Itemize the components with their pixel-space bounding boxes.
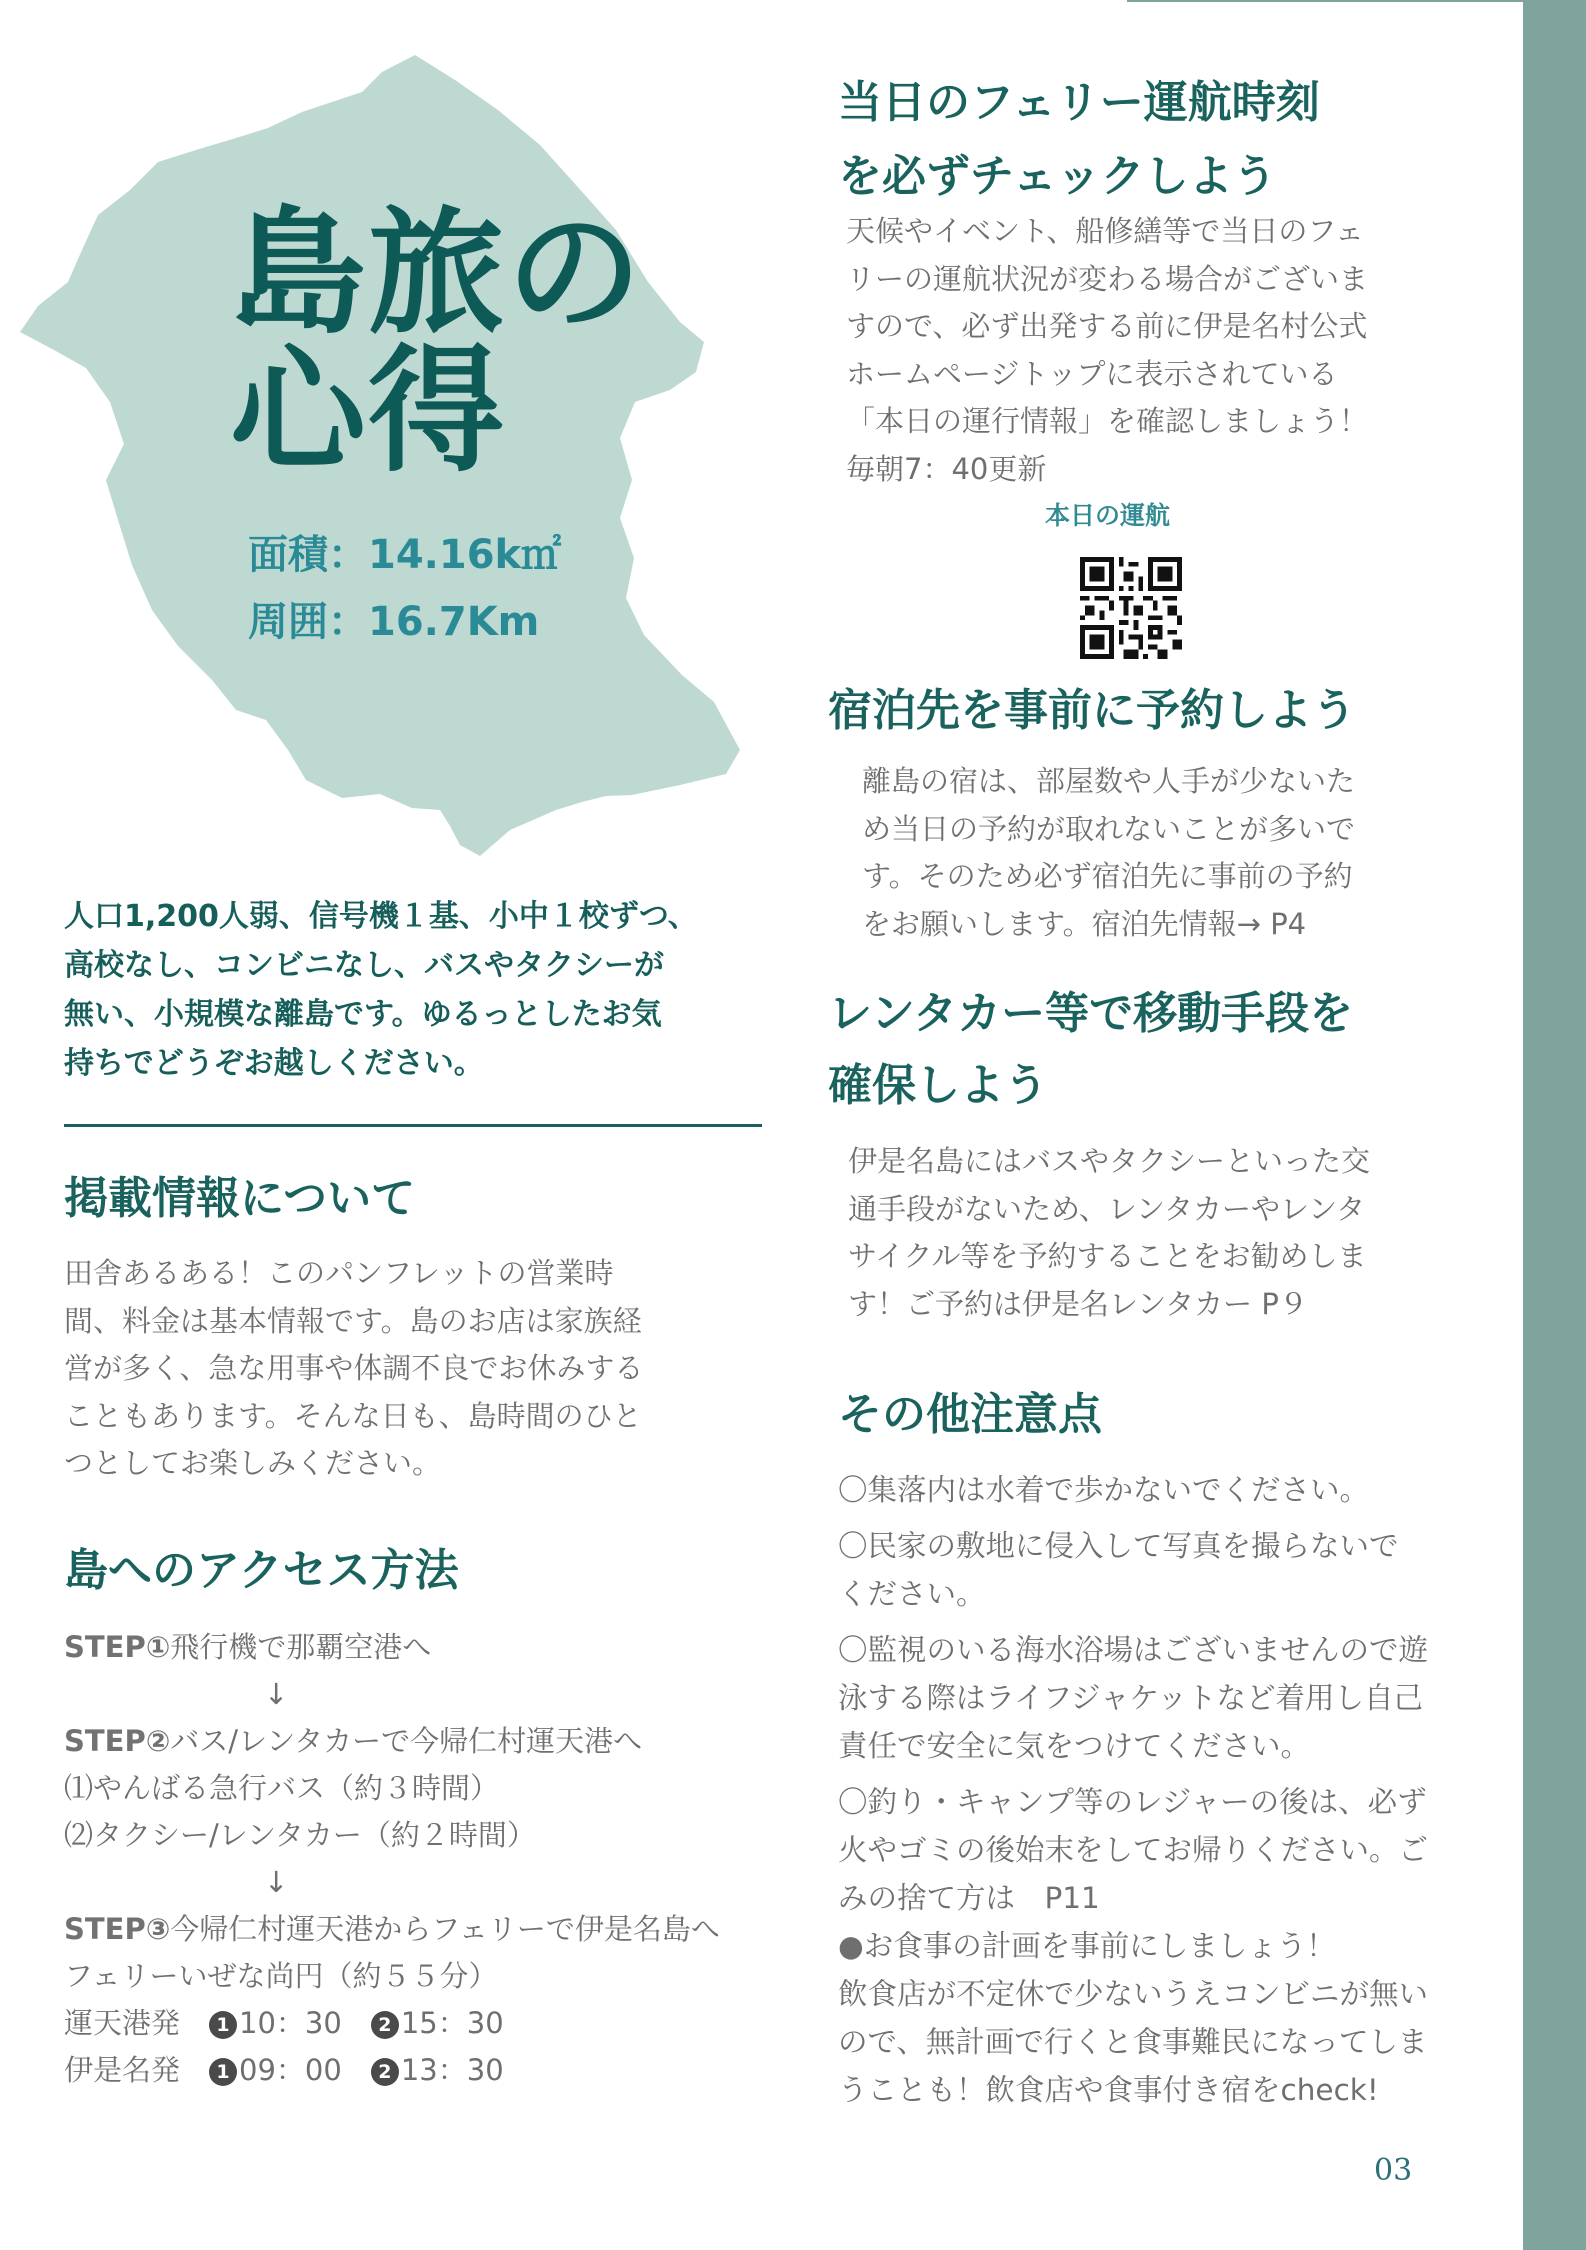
- step-2: [64, 1718, 720, 1765]
- text-line: 営が多く、急な用事や体調不良でお休みする: [64, 1351, 644, 1385]
- departure-label: 運天港発: [64, 2006, 181, 2040]
- text-line: すので、必ず出発する前に伊是名村公式: [846, 309, 1368, 343]
- number-badge: 1: [209, 2058, 237, 2086]
- text-line: 〇集落内は水着で歩かないでください。: [838, 1473, 1370, 1507]
- number-badge: 2: [371, 2011, 399, 2039]
- ferry-check-heading-line2: を必ずチェックしよう: [838, 151, 1277, 202]
- step-3-text: 今帰仁村運天港からフェリーで伊是名島へ: [170, 1912, 720, 1946]
- text-line: 火やゴミの後始末をしてお帰りください。ご: [838, 1833, 1429, 1867]
- text-line: 伊是名島にはバスやタクシーといった交: [848, 1144, 1371, 1178]
- transport-heading-line2: 確保しよう: [828, 1060, 1048, 1111]
- text-line: 〇民家の敷地に侵入して写真を撮らないで: [838, 1529, 1399, 1563]
- text-line: ください。: [838, 1577, 986, 1611]
- text-line: ので、無計画で行くと食事難民になってしま: [838, 2025, 1428, 2059]
- other-notes-list: [838, 1466, 1498, 2122]
- text-line: 飲食店が不定休で少ないうえコンビニが無い: [838, 1977, 1429, 2011]
- ferry-check-heading-line1: 当日のフェリー運航時刻: [838, 77, 1320, 128]
- section-divider: [64, 1124, 762, 1127]
- ferry-check-text: [846, 208, 1368, 493]
- top-accent-line: [1127, 0, 1523, 2]
- other-notes-heading: その他注意点: [838, 1389, 1102, 1440]
- text-line: 通手段がないため、レンタカーやレンタ: [848, 1191, 1366, 1226]
- text-line: す。そのため必ず宿泊先に事前の予約: [862, 859, 1353, 893]
- timetable-row-unten: [64, 2000, 720, 2047]
- text-line: ●お食事の計画を事前にしましょう！: [838, 1929, 1336, 1963]
- text-line: こともあります。そんな日も、島時間のひと: [64, 1398, 642, 1433]
- listing-info-heading: 掲載情報について: [64, 1173, 416, 1224]
- text-line: 毎朝7：40更新: [846, 451, 1047, 486]
- text-line: リーの運航状況が変わる場合がございま: [846, 261, 1369, 296]
- intro-text: [64, 892, 784, 1088]
- listing-info-text: [64, 1250, 643, 1488]
- hero-title-line1: 島旅の: [230, 195, 644, 353]
- intro-line: 持ちでどうぞお越しください。: [64, 1046, 484, 1081]
- text-line: め当日の予約が取れないことが多いで: [862, 811, 1356, 846]
- step-3: [64, 1906, 720, 1953]
- note-item: [838, 1626, 1498, 1770]
- text-line: 離島の宿は、部屋数や人手が少ないた: [862, 764, 1356, 798]
- text-line: をお願いします。宿泊先情報→ P4: [862, 906, 1307, 941]
- lodging-heading: 宿泊先を事前に予約しよう: [828, 685, 1356, 736]
- route-option: ⑴やんばる急行バス（約３時間）: [64, 1771, 500, 1805]
- hero-title: [230, 195, 644, 491]
- departure-time: 10：30: [239, 2006, 342, 2040]
- transport-heading: [828, 978, 1353, 1122]
- ferry-check-heading: [838, 66, 1320, 214]
- note-item: [838, 1778, 1498, 2114]
- hero-title-line2: 心得: [230, 333, 506, 491]
- text-line: つとしてお楽しみください。: [64, 1446, 442, 1480]
- ferry-name: フェリーいぜな尚円（約５５分）: [64, 1959, 498, 1993]
- text-line: サイクル等を予約することをお勧めしま: [848, 1239, 1367, 1273]
- text-line: 天候やイベント、船修繕等で当日のフェ: [846, 214, 1364, 248]
- qr-caption: 本日の運航: [1045, 501, 1171, 530]
- departure-time: 13：30: [400, 2053, 504, 2087]
- text-line: 「本日の運行情報」を確認しましょう！: [846, 404, 1369, 438]
- text-line: みの捨て方は P11: [838, 1881, 1100, 1915]
- step-2-text: バス/レンタカーで今帰仁村運天港へ: [170, 1724, 643, 1758]
- circumference-stat: 周囲：16.7Km: [248, 599, 540, 645]
- lodging-text: [862, 758, 1355, 948]
- timetable-row-izena: [64, 2047, 720, 2094]
- step-1-label: STEP①: [64, 1630, 171, 1664]
- departure-time: 15：30: [400, 2006, 504, 2040]
- note-item: [838, 1522, 1498, 1618]
- text-line: す！ご予約は伊是名レンタカー P９: [848, 1286, 1308, 1321]
- text-line: 〇釣り・キャンプ等のレジャーの後は、必ず: [838, 1785, 1427, 1819]
- page-number: 03: [1374, 2153, 1413, 2188]
- text-line: 間、料金は基本情報です。島のお店は家族経: [64, 1303, 642, 1338]
- step-2-label: STEP②: [64, 1724, 171, 1758]
- number-badge: 1: [209, 2011, 237, 2039]
- step-1: [64, 1624, 720, 1671]
- qr-code-icon[interactable]: [1080, 557, 1182, 659]
- access-heading: 島へのアクセス方法: [64, 1545, 459, 1596]
- text-line: 責任で安全に気をつけてください。: [838, 1729, 1311, 1763]
- step-3-label: STEP③: [64, 1912, 171, 1946]
- area-stat: 面積：14.16k㎡: [248, 532, 562, 578]
- note-item: [838, 1466, 1498, 1514]
- text-line: 田舎あるある！このパンフレットの営業時: [64, 1256, 614, 1290]
- down-arrow-icon: ↓: [264, 1865, 289, 1899]
- text-line: うことも！飲食店や食事付き宿をcheck!: [838, 2073, 1379, 2107]
- text-line: 〇監視のいる海水浴場はございませんので遊: [838, 1633, 1429, 1667]
- number-badge: 2: [371, 2058, 399, 2086]
- down-arrow-icon: ↓: [264, 1677, 289, 1711]
- island-stats: [248, 522, 561, 656]
- transport-text: [848, 1138, 1370, 1328]
- access-steps: [64, 1624, 720, 2094]
- departure-time: 09：00: [239, 2053, 342, 2087]
- transport-heading-line1: レンタカー等で移動手段を: [828, 988, 1354, 1039]
- text-line: ホームページトップに表示されている: [846, 356, 1338, 391]
- departure-label: 伊是名発: [64, 2053, 181, 2087]
- page-edge-bar: [1523, 0, 1586, 2250]
- text-line: 泳する際はライフジャケットなど着用し自己: [838, 1681, 1423, 1715]
- intro-line: 人口1,200人弱、信号機１基、小中１校ずつ、: [64, 899, 698, 934]
- step-1-text: 飛行機で那覇空港へ: [170, 1630, 432, 1664]
- route-option: ⑵タクシー/レンタカー（約２時間）: [64, 1818, 536, 1852]
- intro-line: 高校なし、コンビニなし、バスやタクシーが: [64, 948, 664, 983]
- intro-line: 無い、小規模な離島です。ゆるっとしたお気: [64, 997, 662, 1032]
